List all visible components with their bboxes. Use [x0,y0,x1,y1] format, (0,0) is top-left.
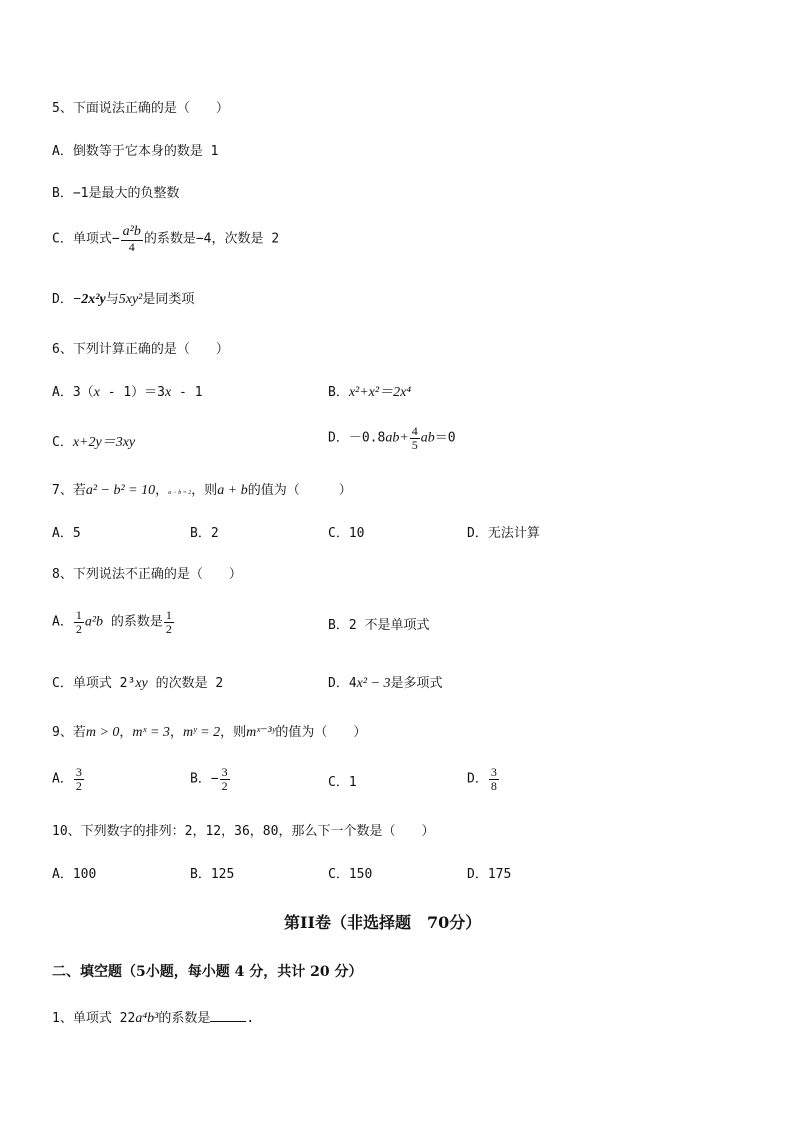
q7-stem-tiny: a − b = 2 [168,490,192,496]
q5-d-prefix: D． [52,292,73,307]
q9-stem [52,726,366,740]
q6-option-c [52,436,135,450]
q10-option-b: B．125 [190,867,235,882]
q9-stem-mid: ，则 [220,725,247,740]
q9-a-den: 2 [75,778,82,793]
q7-stem-mid: ，则 [191,483,218,498]
q5-c-fraction [121,225,143,253]
q6-a-x2: x [165,385,172,400]
q8-option-a [52,609,175,635]
q8-a-den: 2 [75,621,82,636]
q9-b-num: 3 [221,765,228,779]
q9-b-den: 2 [221,778,228,793]
q10-option-c: C．150 [328,867,373,882]
q6-a-suffix: - 1 [171,385,203,400]
q9-d-prefix: D． [467,771,488,787]
q8-a-prefix: A． [52,614,73,630]
q8-a-num2: 1 [165,608,172,622]
q7-option-a: A．5 [52,526,81,541]
q5-c-minus: − [111,231,120,247]
q5-d-mid: 与 [105,292,119,307]
q6-d-num: 4 [411,424,418,438]
q7-option-d: D．无法计算 [467,526,540,541]
q10-option-a: A．100 [52,867,97,882]
q5-option-a: A．倒数等于它本身的数是 1 [52,144,219,159]
q5-option-d [52,293,194,307]
q6-c-prefix: C． [52,435,73,450]
q9-a-prefix: A． [52,771,73,787]
q9-stem-my: mʸ = 2 [182,725,221,740]
q8-d-prefix: D．4 [328,676,357,691]
q8-a-den2: 2 [165,621,172,636]
q5-d-expr1: −2x²y [72,292,106,307]
q9-a-fraction [74,766,84,792]
q7-stem-expr2: a + b [217,483,248,498]
q9-stem-sep2: ， [169,725,183,740]
q6-option-d [328,425,456,451]
q8-a-fraction2 [164,609,174,635]
q6-d-prefix: D．－0.8 [328,430,386,446]
q7-stem-expr: a² − b² = 10 [85,483,156,498]
q8-d-expr: x² − 3 [356,676,391,691]
q9-stem-sep1: ， [119,725,133,740]
q6-a-mid: - 1）＝3 [99,385,166,400]
fill1-end: . [246,1011,255,1026]
q5-c-suffix: 的系数是−4，次数是 2 [143,231,280,247]
q9-a-num: 3 [75,765,82,779]
q9-option-d [467,766,500,792]
q5-option-b: B．−1是最大的负整数 [52,186,180,201]
q6-stem: 6、下列计算正确的是（ ） [52,342,229,357]
q9-stem-m: m > 0 [85,725,120,740]
q9-b-prefix: B．− [190,771,219,787]
q6-b-expr: x²+x²＝2x⁴ [348,385,412,400]
q5-option-c [52,225,279,253]
section2-title: 二、填空题（5小题，每小题 4 分，共计 20 分） [52,964,363,980]
q8-a-num: 1 [75,608,82,622]
q6-a-prefix: A．3（ [52,385,94,400]
q7-option-b: B．2 [190,526,219,541]
q7-stem-prefix: 7、若 [52,483,86,498]
q5-d-expr2: 5xy² [118,292,143,307]
q8-c-prefix: C．单项式 2³ [52,676,136,691]
q9-stem-mx: mˣ = 3 [132,725,170,740]
part2-title: 第II卷（非选择题 70分） [284,913,482,932]
q9-d-num: 3 [490,765,497,779]
q6-d-den: 5 [411,437,418,452]
q5-c-num: a²b [122,224,141,239]
q10-option-d: D．175 [467,867,512,882]
fill1-prefix: 1、单项式 22 [52,1011,136,1026]
q6-a-x: x [93,385,100,400]
q6-option-b [328,386,411,400]
q9-stem-suffix: 的值为（ ） [275,725,367,740]
q9-stem-exp: mˣ⁻³ʸ [246,725,276,740]
q9-option-c: C．1 [328,775,357,790]
q9-b-fraction [220,766,230,792]
q8-d-suffix: 是多项式 [390,676,443,691]
q6-c-expr: x+2y＝3xy [72,435,136,450]
q7-stem-suffix: 的值为（ ） [247,483,352,498]
q5-c-den: 4 [128,239,135,254]
q8-option-c [52,677,223,691]
q6-d-suffix: ＝0 [434,430,456,446]
q8-stem: 8、下列说法不正确的是（ ） [52,567,242,582]
q9-d-den: 8 [490,778,497,793]
q9-option-b [190,766,231,792]
q9-d-fraction [489,766,499,792]
q8-a-fraction [74,609,84,635]
q8-c-expr: xy [135,676,148,691]
q8-option-b: B．2 不是单项式 [328,618,430,633]
q5-d-suffix: 是同类项 [142,292,195,307]
fill1-expr: a⁴b³ [135,1011,159,1026]
q9-option-a [52,766,85,792]
q8-a-expr: a²b [84,614,104,630]
q6-b-prefix: B． [328,385,349,400]
q5-stem: 5、下面说法正确的是（ ） [52,101,229,116]
fill1-suffix: 的系数是 [158,1011,211,1026]
q6-option-a [52,386,203,400]
q7-stem: 7、若a² − b² = 10，a − b = 2，则a + b的值为（ ） [52,483,352,498]
q8-c-suffix: 的次数是 2 [147,676,224,691]
q6-d-fraction [410,425,420,451]
q5-c-prefix: C．单项式 [52,231,112,247]
q8-a-mid: 的系数是 [103,614,163,630]
q9-stem-prefix: 9、若 [52,725,86,740]
fill-question-1 [52,1010,254,1026]
q6-d-ab2: ab [420,430,435,446]
q8-option-d [328,677,443,691]
q10-stem: 10、下列数字的排列：2，12，36，80，那么下一个数是（ ） [52,824,435,839]
fill1-answer-blank[interactable] [210,1010,246,1022]
q7-option-c: C．10 [328,526,365,541]
q6-d-ab1: ab+ [385,430,409,446]
